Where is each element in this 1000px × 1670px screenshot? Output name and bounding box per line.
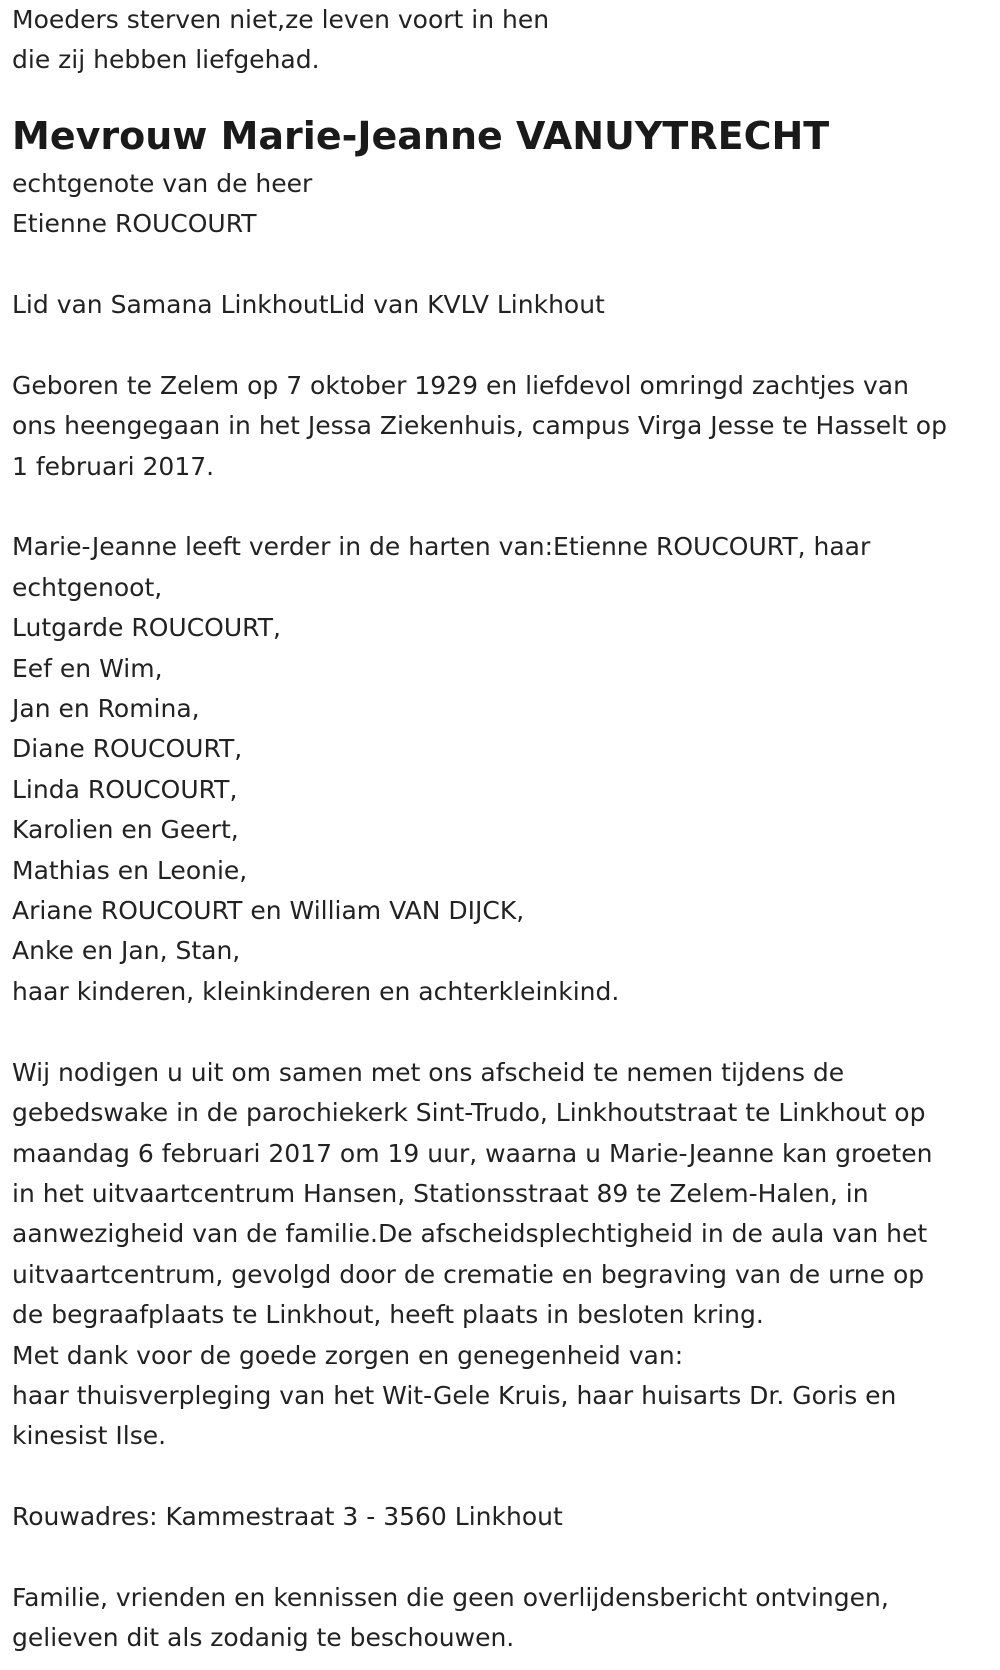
paragraph-line: de begraafplaats te Linkhout, heeft plaats in besloten kring. bbox=[12, 1300, 764, 1330]
paragraph-line: kinesist Ilse. bbox=[12, 1421, 167, 1451]
membership: Lid van Samana LinkhoutLid van KVLV Linkhout bbox=[12, 290, 605, 320]
spouse-line: echtgenote van de heer bbox=[12, 168, 313, 198]
spouse-line: Etienne ROUCOURT bbox=[12, 209, 257, 239]
survivor-line: Mathias en Leonie, bbox=[12, 855, 248, 885]
survivor-line: Karolien en Geert, bbox=[12, 815, 239, 845]
paragraph-line: Geboren te Zelem op 7 oktober 1929 en liefdevol omringd zachtjes van bbox=[12, 370, 909, 400]
paragraph-line: maandag 6 februari 2017 om 19 uur, waarna u Marie-Jeanne kan groeten bbox=[12, 1138, 933, 1168]
paragraph-line: Wij nodigen u uit om samen met ons afscheid te nemen tijdens de bbox=[12, 1057, 845, 1087]
paragraph-line: 1 februari 2017. bbox=[12, 451, 215, 481]
motto-line: die zij hebben liefgehad. bbox=[12, 45, 320, 75]
paragraph-line: gebedswake in de parochiekerk Sint-Trudo, Linkhoutstraat te Linkhout op bbox=[12, 1098, 926, 1128]
spouse-block bbox=[12, 164, 988, 245]
survivors-list bbox=[12, 527, 988, 1012]
paragraph-line: haar thuisverpleging van het Wit-Gele Kruis, haar huisarts Dr. Goris en bbox=[12, 1380, 897, 1410]
mourning-address: Rouwadres: Kammestraat 3 - 3560 Linkhout bbox=[12, 1502, 563, 1532]
paragraph-line: gelieven dit als zodanig te beschouwen. bbox=[12, 1623, 515, 1653]
survivor-line: Diane ROUCOURT, bbox=[12, 734, 243, 764]
paragraph-line: ons heengegaan in het Jessa Ziekenhuis, campus Virga Jesse te Hasselt op bbox=[12, 411, 947, 441]
survivor-line: Eef en Wim, bbox=[12, 653, 163, 683]
survivor-line: Marie-Jeanne leeft verder in de harten van:Etienne ROUCOURT, haar bbox=[12, 532, 871, 562]
survivor-line: Anke en Jan, Stan, bbox=[12, 936, 241, 966]
paragraph-line: Met dank voor de goede zorgen en genegenheid van: bbox=[12, 1340, 684, 1370]
survivor-line: haar kinderen, kleinkinderen en achterkleinkind. bbox=[12, 976, 620, 1006]
paragraph-line: Familie, vrienden en kennissen die geen overlijdensbericht ontvingen, bbox=[12, 1582, 889, 1612]
ceremony-paragraph bbox=[12, 1053, 988, 1457]
survivor-line: Jan en Romina, bbox=[12, 694, 200, 724]
deceased-name: Mevrouw Marie-Jeanne VANUYTRECHT bbox=[12, 113, 830, 158]
motto bbox=[12, 0, 988, 81]
paragraph-line: in het uitvaartcentrum Hansen, Stationsstraat 89 te Zelem-Halen, in bbox=[12, 1178, 869, 1208]
survivor-line: Lutgarde ROUCOURT, bbox=[12, 613, 281, 643]
paragraph-line: aanwezigheid van de familie.De afscheidsplechtigheid in de aula van het bbox=[12, 1219, 928, 1249]
survivor-line: Linda ROUCOURT, bbox=[12, 774, 238, 804]
motto-line: Moeders sterven niet,ze leven voort in hen bbox=[12, 5, 550, 34]
paragraph-line: uitvaartcentrum, gevolgd door de crematie en begraving van de urne op bbox=[12, 1259, 925, 1289]
survivor-line: echtgenoot, bbox=[12, 572, 163, 602]
closing-paragraph bbox=[12, 1578, 988, 1659]
birth-death-paragraph bbox=[12, 366, 988, 487]
survivor-line: Ariane ROUCOURT en William VAN DIJCK, bbox=[12, 896, 525, 926]
